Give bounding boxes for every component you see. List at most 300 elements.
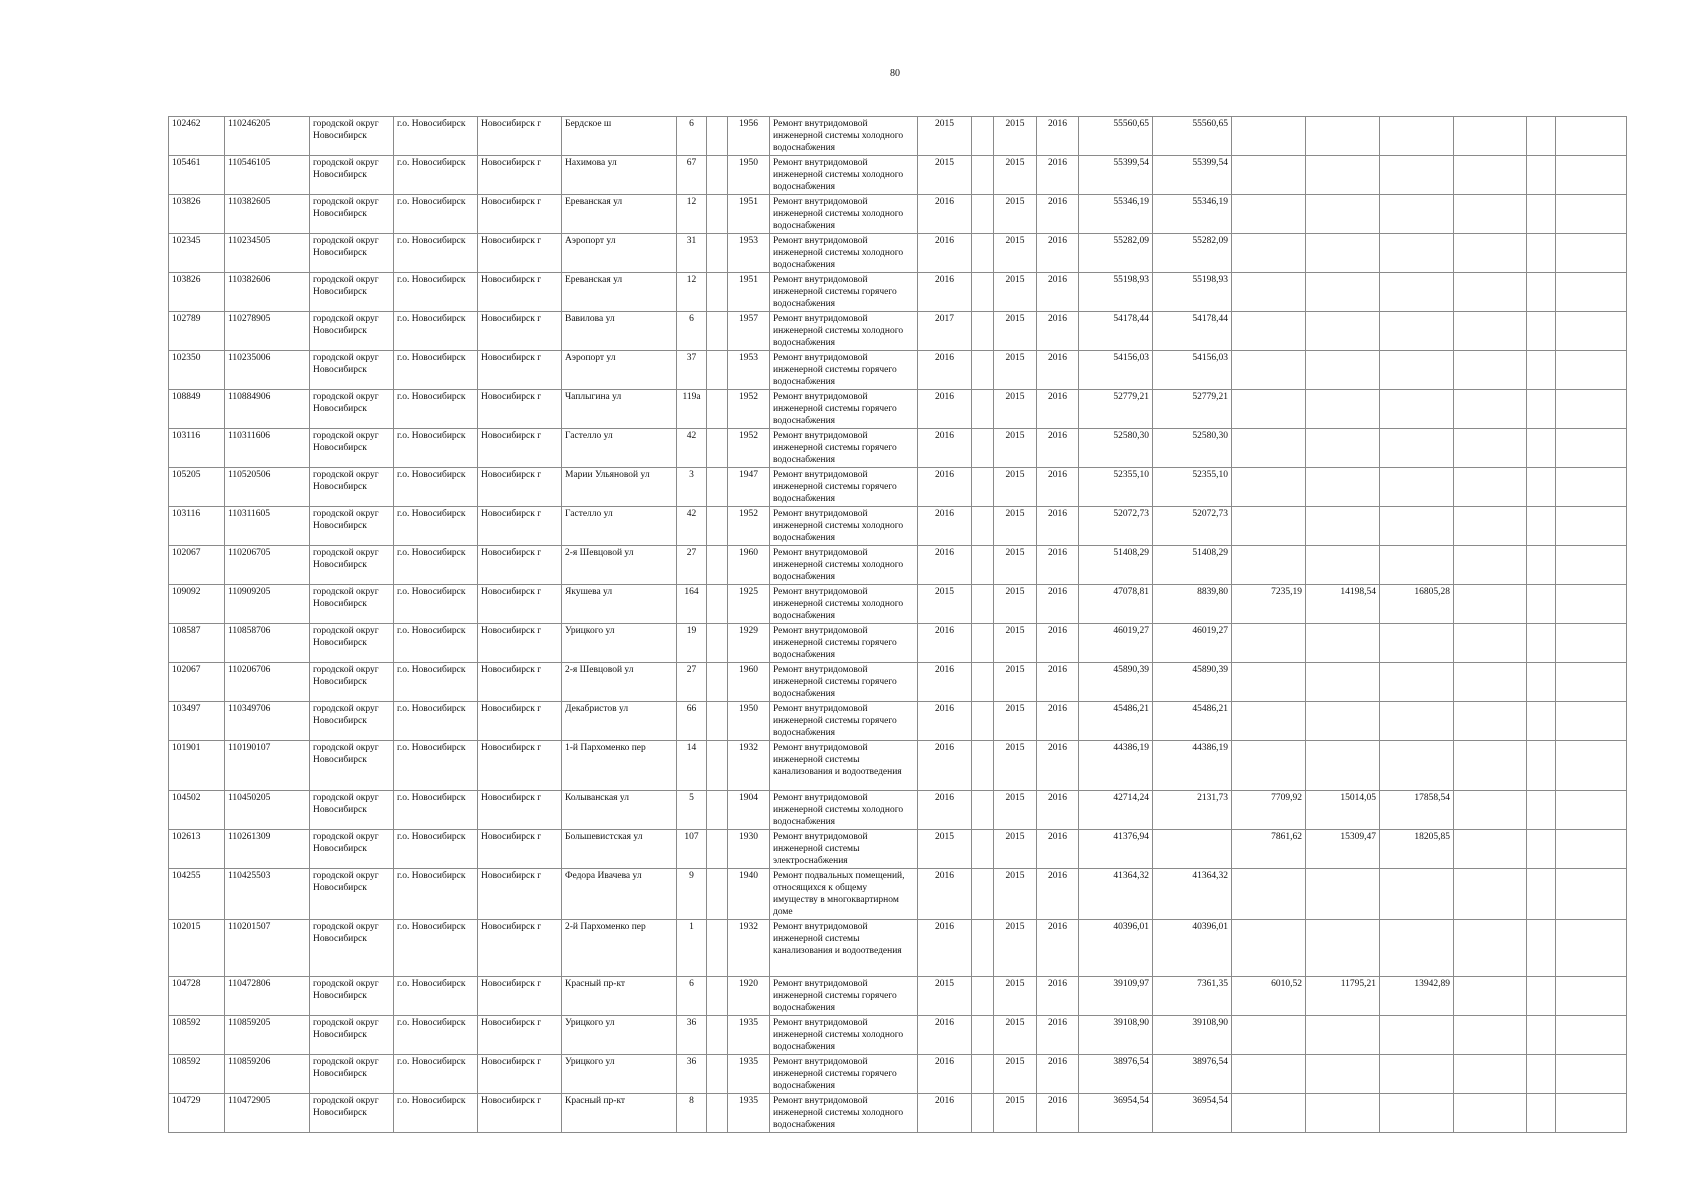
row-street: 1-й Пархоменко пер [562, 741, 677, 791]
row-total-cost: 52779,21 [1079, 390, 1153, 429]
row-fund-cost: 38976,54 [1153, 1055, 1232, 1094]
row-municipality: г.о. Новосибирск [394, 234, 478, 273]
row-cost-2 [1306, 195, 1380, 234]
row-extra-1 [1454, 920, 1527, 977]
row-work-type: Ремонт внутридомовой инженерной системы холодного водоснабжения [770, 312, 918, 351]
row-street: Красный пр-кт [562, 977, 677, 1016]
row-cost-2 [1306, 468, 1380, 507]
row-built-year: 1935 [728, 1055, 770, 1094]
row-total-cost: 44386,19 [1079, 741, 1153, 791]
row-city: Новосибирск г [478, 869, 562, 920]
row-blank [972, 117, 994, 156]
row-cost-2 [1306, 546, 1380, 585]
row-end-year: 2016 [1037, 920, 1079, 977]
row-blank [972, 791, 994, 830]
row-letter [707, 234, 728, 273]
row-house: 37 [677, 351, 707, 390]
row-municipality: г.о. Новосибирск [394, 390, 478, 429]
row-extra-2 [1527, 429, 1556, 468]
row-code: 110909205 [225, 585, 310, 624]
row-extra-2 [1527, 830, 1556, 869]
row-plan-year: 2016 [918, 663, 972, 702]
row-code: 110201507 [225, 920, 310, 977]
row-built-year: 1932 [728, 920, 770, 977]
row-extra-2 [1527, 663, 1556, 702]
row-house: 31 [677, 234, 707, 273]
row-cost-2 [1306, 351, 1380, 390]
row-extra-1 [1454, 830, 1527, 869]
row-extra-1 [1454, 468, 1527, 507]
row-extra-2 [1527, 468, 1556, 507]
row-fund-cost: 55560,65 [1153, 117, 1232, 156]
row-city: Новосибирск г [478, 791, 562, 830]
row-house: 27 [677, 663, 707, 702]
row-work-type: Ремонт внутридомовой инженерной системы горячего водоснабжения [770, 273, 918, 312]
row-cost-2: 14198,54 [1306, 585, 1380, 624]
row-extra-2 [1527, 624, 1556, 663]
row-total-cost: 42714,24 [1079, 791, 1153, 830]
row-extra-2 [1527, 234, 1556, 273]
row-street: Красный пр-кт [562, 1094, 677, 1133]
row-cost-3 [1380, 1094, 1454, 1133]
row-city: Новосибирск г [478, 585, 562, 624]
row-street: Ереванская ул [562, 273, 677, 312]
row-code: 110858706 [225, 624, 310, 663]
row-total-cost: 52072,73 [1079, 507, 1153, 546]
row-extra-1 [1454, 429, 1527, 468]
row-code: 110859206 [225, 1055, 310, 1094]
row-extra-2 [1527, 702, 1556, 741]
row-blank [972, 234, 994, 273]
row-extra-2 [1527, 351, 1556, 390]
row-city: Новосибирск г [478, 1094, 562, 1133]
row-work-type: Ремонт внутридомовой инженерной системы горячего водоснабжения [770, 351, 918, 390]
row-district: городской округ Новосибирск [310, 468, 394, 507]
row-district: городской округ Новосибирск [310, 117, 394, 156]
row-end-year: 2016 [1037, 312, 1079, 351]
row-district: городской округ Новосибирск [310, 663, 394, 702]
row-city: Новосибирск г [478, 624, 562, 663]
row-code: 110884906 [225, 390, 310, 429]
row-start-year: 2015 [994, 312, 1037, 351]
row-street: Гастелло ул [562, 507, 677, 546]
row-built-year: 1940 [728, 869, 770, 920]
row-plan-year: 2016 [918, 390, 972, 429]
row-cost-1 [1232, 195, 1306, 234]
row-municipality: г.о. Новосибирск [394, 585, 478, 624]
row-extra-1 [1454, 156, 1527, 195]
row-street: Большевистская ул [562, 830, 677, 869]
row-end-year: 2016 [1037, 585, 1079, 624]
row-extra-3 [1556, 117, 1627, 156]
table-row [169, 920, 1627, 977]
row-code: 110472806 [225, 977, 310, 1016]
row-cost-3 [1380, 351, 1454, 390]
row-end-year: 2016 [1037, 156, 1079, 195]
row-code: 110382606 [225, 273, 310, 312]
row-cost-1: 7709,92 [1232, 791, 1306, 830]
row-municipality: г.о. Новосибирск [394, 429, 478, 468]
row-blank [972, 830, 994, 869]
row-extra-2 [1527, 1055, 1556, 1094]
row-cost-1 [1232, 234, 1306, 273]
row-plan-year: 2016 [918, 791, 972, 830]
row-blank [972, 156, 994, 195]
row-house: 36 [677, 1016, 707, 1055]
row-cost-3 [1380, 156, 1454, 195]
row-extra-3 [1556, 351, 1627, 390]
row-id: 103826 [169, 195, 225, 234]
row-start-year: 2015 [994, 1016, 1037, 1055]
row-fund-cost: 7361,35 [1153, 977, 1232, 1016]
row-extra-2 [1527, 791, 1556, 830]
row-extra-2 [1527, 507, 1556, 546]
row-extra-3 [1556, 273, 1627, 312]
row-cost-3 [1380, 1055, 1454, 1094]
row-street: Якушева ул [562, 585, 677, 624]
row-cost-1 [1232, 312, 1306, 351]
row-letter [707, 195, 728, 234]
row-built-year: 1951 [728, 273, 770, 312]
table-row [169, 741, 1627, 791]
row-letter [707, 429, 728, 468]
row-plan-year: 2016 [918, 468, 972, 507]
row-fund-cost: 54156,03 [1153, 351, 1232, 390]
table-row [169, 791, 1627, 830]
row-cost-2 [1306, 741, 1380, 791]
row-fund-cost: 8839,80 [1153, 585, 1232, 624]
row-fund-cost: 45890,39 [1153, 663, 1232, 702]
row-house: 42 [677, 429, 707, 468]
row-municipality: г.о. Новосибирск [394, 741, 478, 791]
row-cost-3 [1380, 507, 1454, 546]
row-built-year: 1960 [728, 546, 770, 585]
row-street: Колыванская ул [562, 791, 677, 830]
row-start-year: 2015 [994, 234, 1037, 273]
row-extra-1 [1454, 390, 1527, 429]
row-total-cost: 55346,19 [1079, 195, 1153, 234]
row-built-year: 1947 [728, 468, 770, 507]
row-blank [972, 920, 994, 977]
row-district: городской округ Новосибирск [310, 1094, 394, 1133]
row-cost-3 [1380, 920, 1454, 977]
row-code: 110261309 [225, 830, 310, 869]
row-fund-cost: 2131,73 [1153, 791, 1232, 830]
row-house: 66 [677, 702, 707, 741]
row-work-type: Ремонт внутридомовой инженерной системы холодного водоснабжения [770, 546, 918, 585]
row-work-type: Ремонт внутридомовой инженерной системы электроснабжения [770, 830, 918, 869]
row-extra-3 [1556, 195, 1627, 234]
row-street: 2-я Шевцовой ул [562, 546, 677, 585]
row-extra-2 [1527, 977, 1556, 1016]
row-cost-3 [1380, 1016, 1454, 1055]
row-city: Новосибирск г [478, 468, 562, 507]
row-house: 12 [677, 273, 707, 312]
row-house: 3 [677, 468, 707, 507]
row-plan-year: 2015 [918, 117, 972, 156]
row-extra-3 [1556, 156, 1627, 195]
row-city: Новосибирск г [478, 702, 562, 741]
row-letter [707, 156, 728, 195]
row-extra-3 [1556, 702, 1627, 741]
row-extra-3 [1556, 830, 1627, 869]
row-code: 110235006 [225, 351, 310, 390]
row-municipality: г.о. Новосибирск [394, 920, 478, 977]
row-total-cost: 55560,65 [1079, 117, 1153, 156]
row-street: 2-й Пархоменко пер [562, 920, 677, 977]
row-letter [707, 920, 728, 977]
row-plan-year: 2015 [918, 585, 972, 624]
row-extra-1 [1454, 1016, 1527, 1055]
row-cost-3 [1380, 663, 1454, 702]
row-extra-1 [1454, 791, 1527, 830]
row-start-year: 2015 [994, 624, 1037, 663]
row-cost-1 [1232, 1055, 1306, 1094]
row-extra-2 [1527, 546, 1556, 585]
row-work-type: Ремонт внутридомовой инженерной системы горячего водоснабжения [770, 663, 918, 702]
table-row [169, 624, 1627, 663]
row-start-year: 2015 [994, 351, 1037, 390]
row-municipality: г.о. Новосибирск [394, 869, 478, 920]
row-extra-1 [1454, 195, 1527, 234]
row-cost-1 [1232, 1094, 1306, 1133]
row-end-year: 2016 [1037, 390, 1079, 429]
row-total-cost: 36954,54 [1079, 1094, 1153, 1133]
row-street: Декабристов ул [562, 702, 677, 741]
row-id: 104729 [169, 1094, 225, 1133]
row-id: 104728 [169, 977, 225, 1016]
row-plan-year: 2016 [918, 624, 972, 663]
row-district: городской округ Новосибирск [310, 830, 394, 869]
row-street: Аэропорт ул [562, 351, 677, 390]
row-municipality: г.о. Новосибирск [394, 1055, 478, 1094]
row-total-cost: 55198,93 [1079, 273, 1153, 312]
row-municipality: г.о. Новосибирск [394, 468, 478, 507]
row-built-year: 1929 [728, 624, 770, 663]
row-start-year: 2015 [994, 791, 1037, 830]
row-work-type: Ремонт внутридомовой инженерной системы холодного водоснабжения [770, 585, 918, 624]
row-street: Вавилова ул [562, 312, 677, 351]
row-cost-1: 7235,19 [1232, 585, 1306, 624]
row-end-year: 2016 [1037, 351, 1079, 390]
row-cost-3 [1380, 702, 1454, 741]
row-id: 108592 [169, 1055, 225, 1094]
table-row [169, 585, 1627, 624]
row-city: Новосибирск г [478, 234, 562, 273]
row-blank [972, 869, 994, 920]
row-end-year: 2016 [1037, 1055, 1079, 1094]
row-plan-year: 2016 [918, 351, 972, 390]
row-plan-year: 2016 [918, 546, 972, 585]
table-row [169, 312, 1627, 351]
row-cost-2 [1306, 117, 1380, 156]
row-total-cost: 45890,39 [1079, 663, 1153, 702]
row-district: городской округ Новосибирск [310, 1055, 394, 1094]
row-extra-3 [1556, 920, 1627, 977]
row-built-year: 1932 [728, 741, 770, 791]
table-row [169, 234, 1627, 273]
row-code: 110234505 [225, 234, 310, 273]
row-built-year: 1960 [728, 663, 770, 702]
row-id: 103826 [169, 273, 225, 312]
row-city: Новосибирск г [478, 830, 562, 869]
row-start-year: 2015 [994, 546, 1037, 585]
row-city: Новосибирск г [478, 663, 562, 702]
row-cost-2 [1306, 663, 1380, 702]
row-id: 102462 [169, 117, 225, 156]
row-extra-1 [1454, 1055, 1527, 1094]
row-work-type: Ремонт внутридомовой инженерной системы горячего водоснабжения [770, 702, 918, 741]
row-total-cost: 41376,94 [1079, 830, 1153, 869]
row-extra-2 [1527, 156, 1556, 195]
row-extra-3 [1556, 1094, 1627, 1133]
row-district: городской округ Новосибирск [310, 273, 394, 312]
row-house: 19 [677, 624, 707, 663]
row-municipality: г.о. Новосибирск [394, 977, 478, 1016]
row-letter [707, 869, 728, 920]
row-extra-3 [1556, 663, 1627, 702]
row-blank [972, 977, 994, 1016]
row-extra-3 [1556, 234, 1627, 273]
row-municipality: г.о. Новосибирск [394, 830, 478, 869]
row-start-year: 2015 [994, 507, 1037, 546]
row-end-year: 2016 [1037, 429, 1079, 468]
row-municipality: г.о. Новосибирск [394, 663, 478, 702]
row-letter [707, 741, 728, 791]
row-fund-cost: 52580,30 [1153, 429, 1232, 468]
row-id: 108587 [169, 624, 225, 663]
row-built-year: 1925 [728, 585, 770, 624]
row-cost-3 [1380, 390, 1454, 429]
row-blank [972, 1055, 994, 1094]
row-plan-year: 2016 [918, 702, 972, 741]
row-end-year: 2016 [1037, 1094, 1079, 1133]
row-code: 110859205 [225, 1016, 310, 1055]
row-fund-cost: 52355,10 [1153, 468, 1232, 507]
row-work-type: Ремонт внутридомовой инженерной системы горячего водоснабжения [770, 429, 918, 468]
table-row [169, 351, 1627, 390]
row-total-cost: 51408,29 [1079, 546, 1153, 585]
row-blank [972, 312, 994, 351]
row-extra-1 [1454, 312, 1527, 351]
row-work-type: Ремонт внутридомовой инженерной системы холодного водоснабжения [770, 156, 918, 195]
row-work-type: Ремонт внутридомовой инженерной системы холодного водоснабжения [770, 195, 918, 234]
row-cost-3 [1380, 741, 1454, 791]
row-house: 107 [677, 830, 707, 869]
row-cost-1 [1232, 507, 1306, 546]
row-district: городской округ Новосибирск [310, 429, 394, 468]
row-total-cost: 55282,09 [1079, 234, 1153, 273]
row-cost-1 [1232, 156, 1306, 195]
row-fund-cost: 55399,54 [1153, 156, 1232, 195]
row-end-year: 2016 [1037, 195, 1079, 234]
row-total-cost: 41364,32 [1079, 869, 1153, 920]
row-id: 103116 [169, 429, 225, 468]
row-blank [972, 1016, 994, 1055]
row-code: 110206706 [225, 663, 310, 702]
row-start-year: 2015 [994, 920, 1037, 977]
row-cost-2 [1306, 1055, 1380, 1094]
row-cost-3 [1380, 429, 1454, 468]
row-extra-3 [1556, 390, 1627, 429]
row-district: городской округ Новосибирск [310, 869, 394, 920]
row-municipality: г.о. Новосибирск [394, 117, 478, 156]
row-work-type: Ремонт внутридомовой инженерной системы горячего водоснабжения [770, 468, 918, 507]
row-total-cost: 46019,27 [1079, 624, 1153, 663]
row-cost-2 [1306, 429, 1380, 468]
row-house: 27 [677, 546, 707, 585]
row-start-year: 2015 [994, 156, 1037, 195]
row-municipality: г.о. Новосибирск [394, 702, 478, 741]
registry-rows [169, 117, 1627, 1133]
row-code: 110520506 [225, 468, 310, 507]
row-total-cost: 38976,54 [1079, 1055, 1153, 1094]
row-municipality: г.о. Новосибирск [394, 507, 478, 546]
row-blank [972, 429, 994, 468]
row-city: Новосибирск г [478, 195, 562, 234]
row-fund-cost: 55282,09 [1153, 234, 1232, 273]
table-row [169, 546, 1627, 585]
row-plan-year: 2016 [918, 1094, 972, 1133]
row-built-year: 1904 [728, 791, 770, 830]
row-cost-2 [1306, 507, 1380, 546]
row-extra-1 [1454, 663, 1527, 702]
row-street: 2-я Шевцовой ул [562, 663, 677, 702]
row-work-type: Ремонт внутридомовой инженерной системы канализования и водоотведения [770, 741, 918, 791]
row-street: Бердское ш [562, 117, 677, 156]
row-street: Чаплыгина ул [562, 390, 677, 429]
row-house: 67 [677, 156, 707, 195]
row-cost-1 [1232, 468, 1306, 507]
row-plan-year: 2016 [918, 273, 972, 312]
row-extra-1 [1454, 546, 1527, 585]
row-end-year: 2016 [1037, 273, 1079, 312]
row-work-type: Ремонт внутридомовой инженерной системы канализования и водоотведения [770, 920, 918, 977]
row-id: 105205 [169, 468, 225, 507]
row-fund-cost: 54178,44 [1153, 312, 1232, 351]
row-municipality: г.о. Новосибирск [394, 195, 478, 234]
row-letter [707, 830, 728, 869]
row-district: городской округ Новосибирск [310, 1016, 394, 1055]
row-work-type: Ремонт подвальных помещений, относящихся к общему имуществу в многоквартирном доме [770, 869, 918, 920]
row-work-type: Ремонт внутридомовой инженерной системы горячего водоснабжения [770, 977, 918, 1016]
row-extra-2 [1527, 312, 1556, 351]
row-fund-cost: 52072,73 [1153, 507, 1232, 546]
row-work-type: Ремонт внутридомовой инженерной системы горячего водоснабжения [770, 390, 918, 429]
row-code: 110246205 [225, 117, 310, 156]
row-end-year: 2016 [1037, 546, 1079, 585]
row-id: 108592 [169, 1016, 225, 1055]
table-row [169, 702, 1627, 741]
row-blank [972, 195, 994, 234]
row-house: 119а [677, 390, 707, 429]
row-end-year: 2016 [1037, 1016, 1079, 1055]
row-built-year: 1930 [728, 830, 770, 869]
row-district: городской округ Новосибирск [310, 585, 394, 624]
row-cost-1 [1232, 702, 1306, 741]
row-city: Новосибирск г [478, 429, 562, 468]
row-plan-year: 2016 [918, 507, 972, 546]
row-city: Новосибирск г [478, 977, 562, 1016]
table-row [169, 1094, 1627, 1133]
row-city: Новосибирск г [478, 390, 562, 429]
row-extra-3 [1556, 312, 1627, 351]
row-cost-1 [1232, 429, 1306, 468]
row-start-year: 2015 [994, 977, 1037, 1016]
row-code: 110472905 [225, 1094, 310, 1133]
row-district: городской округ Новосибирск [310, 234, 394, 273]
row-work-type: Ремонт внутридомовой инженерной системы холодного водоснабжения [770, 234, 918, 273]
